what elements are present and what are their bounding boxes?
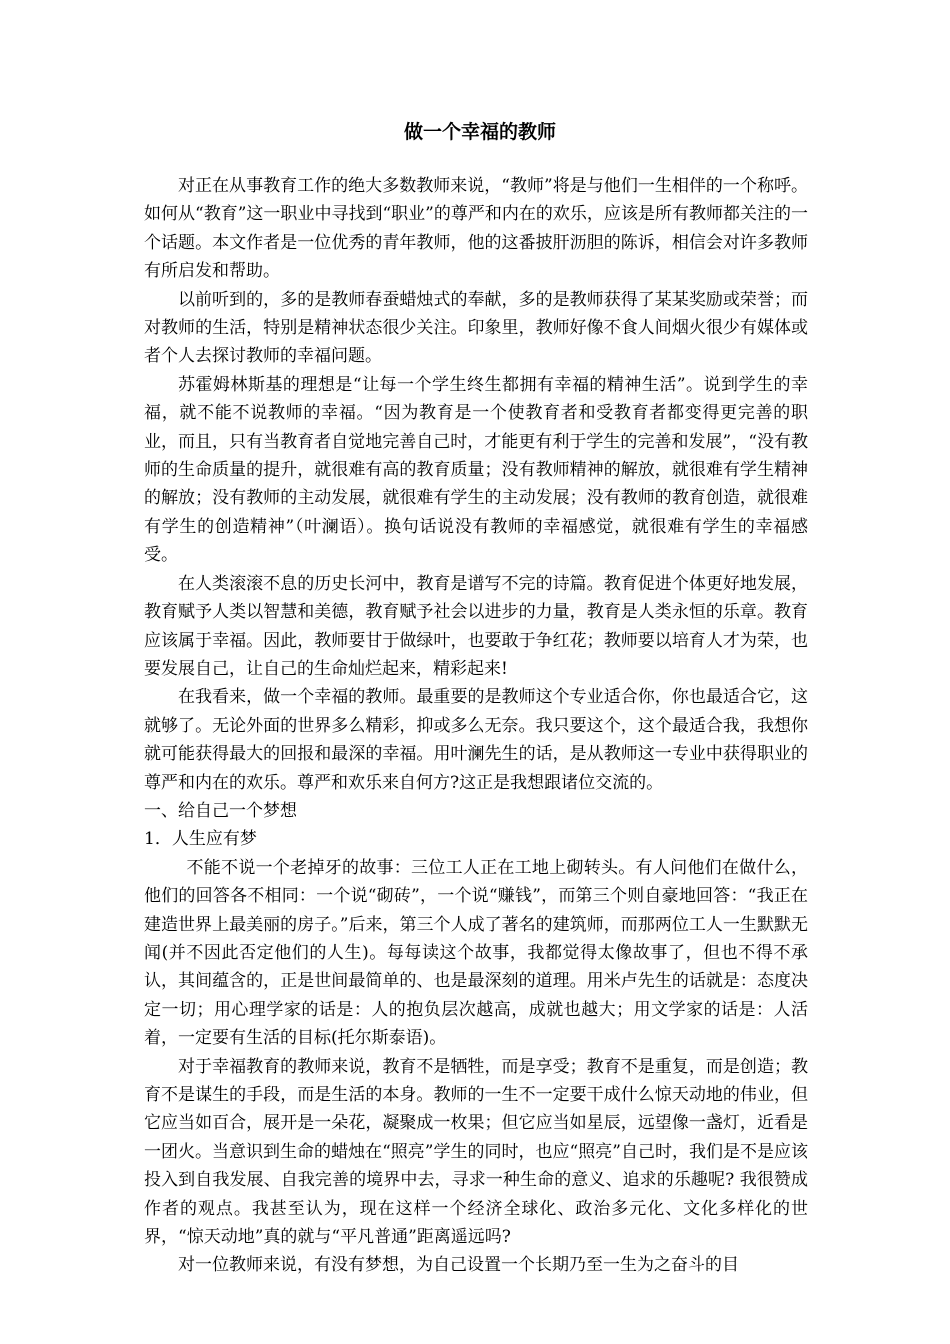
document-page — [144, 118, 808, 1280]
paragraph: 对一位教师来说，有没有梦想，为自己设置一个长期乃至一生为之奋斗的目 — [178, 1255, 739, 1276]
paragraph: 对于幸福教育的教师来说，教育不是牺牲，而是享受；教育不是重复，而是创造；教育不是谋生的手段，而是生活的本身。教师的一生不一定要干成什么惊天动地的伟业，但它应当如百合，展开是一朵花，凝聚成一枚果；但它应当如星辰，远望像一盏灯，近看是一团火。当意识到生命的蜡烛在“照亮”学生的同时，也应“照亮”自己时，我们是不是应该投入到自我发展、自我完善的境界中去，寻求一种生命的意义、追求的乐趣呢? 我很赞成作者的观点。我甚至认为，现在这样一个经济全球化、政治多元化、文化多样化的世界，“惊天动地”真的就与“平凡普通”距离遥远吗? — [144, 1056, 808, 1248]
subsection-heading: 1．人生应有梦 — [144, 829, 257, 850]
section-heading: 一、给自己一个梦想 — [144, 800, 297, 821]
paragraph: 以前听到的，多的是教师春蚕蜡烛式的奉献，多的是教师获得了某某奖励或荣誉；而对教师的生活，特别是精神状态很少关注。印象里，教师好像不食人间烟火很少有媒体或者个人去探讨教师的幸福问题。 — [144, 289, 808, 367]
paragraph: 不能不说一个老掉牙的故事：三位工人正在工地上砌转头。有人问他们在做什么，他们的回答各不相同：一个说“砌砖”，一个说“赚钱”，而第三个则自豪地回答：“我正在建造世界上最美丽的房子。”后来，第三个人成了著名的建筑师，而那两位工人一生默默无闻(并不因此否定他们的人生)。每每读这个故事，我都觉得太像故事了，但也不得不承认，其间蕴含的，正是世间最简单的、也是最深刻的道理。用米卢先生的话就是：态度决定一切；用心理学家的话是：人的抱负层次越高，成就也越大；用文学家的话是：人活着，一定要有生活的目标(托尔斯泰语)。 — [144, 857, 808, 1049]
paragraph: 在我看来，做一个幸福的教师。最重要的是教师这个专业适合你，你也最适合它，这就够了。无论外面的世界多么精彩，抑或多么无奈。我只要这个，这个最适合我，我想你就可能获得最大的回报和最深的幸福。用叶澜先生的话，是从教师这一专业中获得职业的尊严和内在的欢乐。尊严和欢乐来自何方?这正是我想跟诸位交流的。 — [144, 687, 808, 793]
paragraph: 在人类滚滚不息的历史长河中，教育是谱写不完的诗篇。教育促进个体更好地发展，教育赋予人类以智慧和美德，教育赋予社会以进步的力量，教育是人类永恒的乐章。教育应该属于幸福。因此，教师要甘于做绿叶，也要敢于争红花；教师要以培育人才为荣，也要发展自己，让自己的生命灿烂起来，精彩起来! — [144, 573, 808, 679]
paragraph-intro: 对正在从事教育工作的绝大多数教师来说，“教师”将是与他们一生相伴的一个称呼。如何从“教育”这一职业中寻找到“职业”的尊严和内在的欢乐，应该是所有教师都关注的一个话题。本文作者是一位优秀的青年教师，他的这番披肝沥胆的陈诉，相信会对许多教师有所启发和帮助。 — [144, 176, 808, 282]
paragraph: 苏霍姆林斯基的理想是“让每一个学生终生都拥有幸福的精神生活”。说到学生的幸福，就不能不说教师的幸福。“因为教育是一个使教育者和受教育者都变得更完善的职业，而且，只有当教育者自觉地完善自己时，才能更有利于学生的完善和发展”，“没有教师的生命质量的提升，就很难有高的教育质量；没有教师精神的解放，就很难有学生精神的解放；没有教师的主动发展，就很难有学生的主动发展；没有教师的教育创造，就很难有学生的创造精神”（叶澜语）。换句话说没有教师的幸福感觉，就很难有学生的幸福感受。 — [144, 374, 808, 566]
document-title: 做一个幸福的教师 — [403, 121, 556, 143]
document-body — [144, 172, 808, 1280]
